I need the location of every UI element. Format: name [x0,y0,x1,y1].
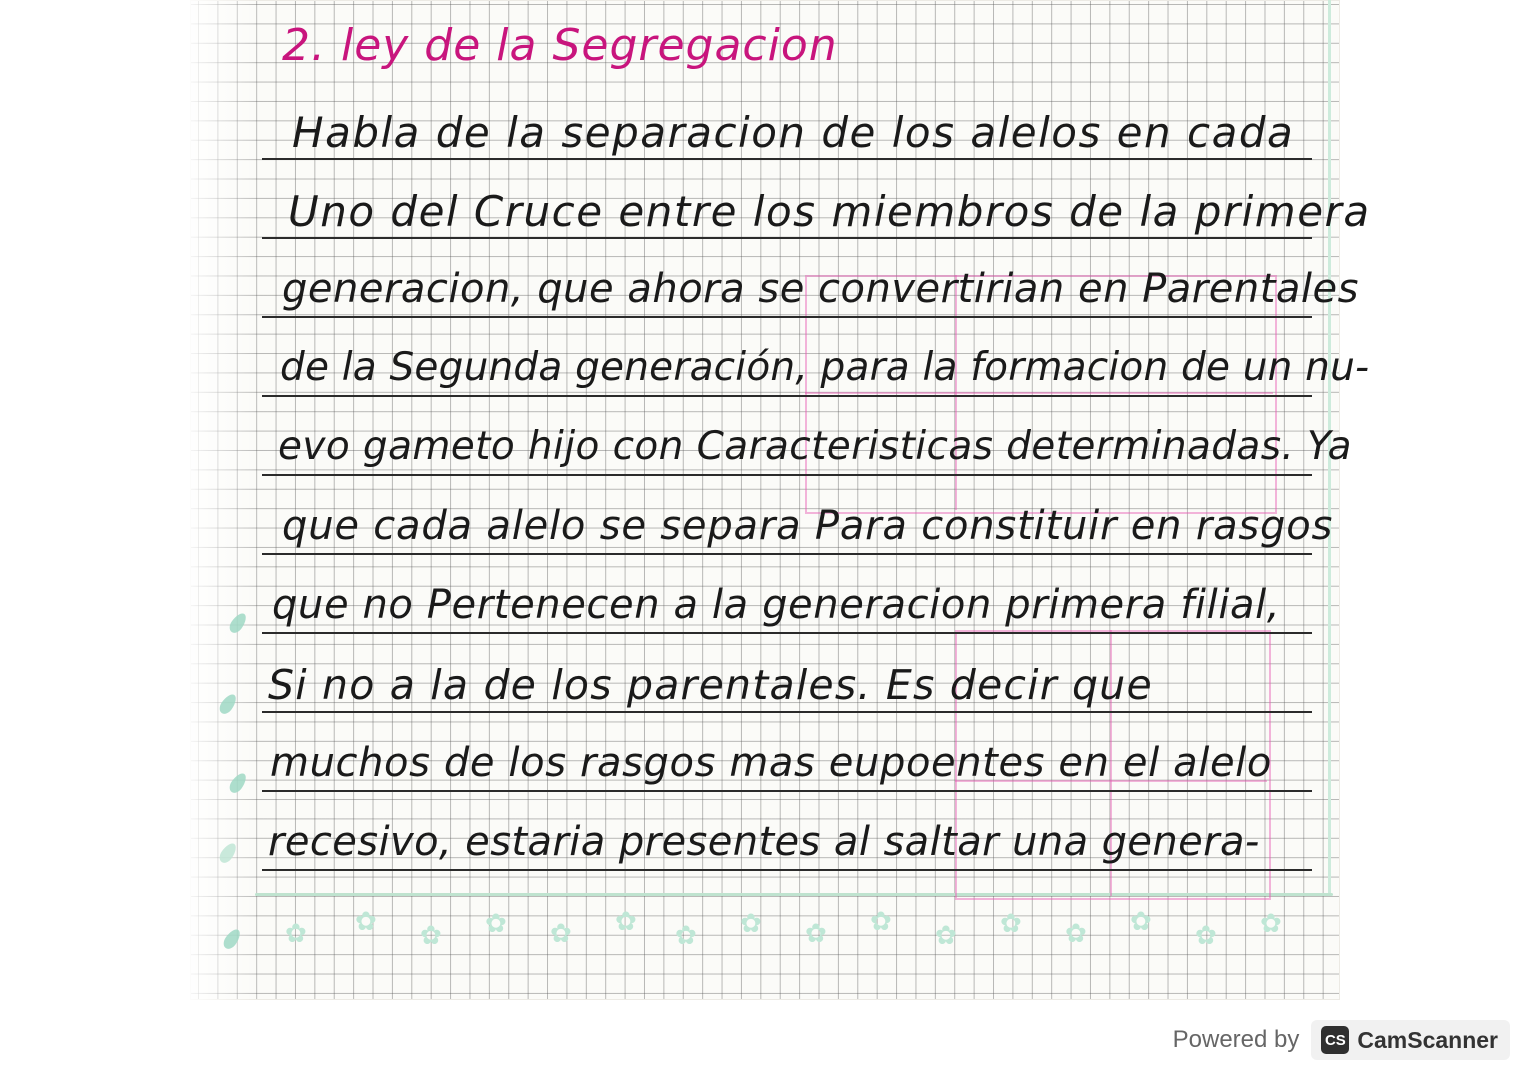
note-line-9: muchos de los rasgos mas eupoentes en el alelo [270,740,1272,786]
note-title: 2. ley de la Segregacion [282,20,838,71]
writing-rule [262,711,1312,713]
writing-rule [262,632,1312,634]
note-line-4: de la Segunda generación, para la formacion de un nu- [280,345,1370,390]
paw-icon: ✿ [1195,921,1217,951]
note-line-10: recesivo, estaria presentes al saltar una genera- [268,819,1260,865]
paw-icon: ✿ [485,909,507,939]
paw-icon: ✿ [285,919,307,949]
writing-rule [262,316,1312,318]
paw-icon: ✿ [740,909,762,939]
paw-icon: ✿ [355,907,377,937]
paw-icon: ✿ [615,907,637,937]
powered-by-label: Powered by [1172,1026,1300,1053]
note-line-3: generacion, que ahora se convertirian en Parentales [282,266,1359,312]
writing-rule [262,790,1312,792]
writing-rule [262,869,1312,871]
paw-icon: ✿ [1260,909,1282,939]
note-line-1: Habla de la separacion de los alelos en cada [292,108,1295,157]
note-line-7: que no Pertenecen a la generacion primera filial, [272,582,1281,628]
writing-rule [262,395,1312,397]
scanner-watermark [1173,1016,1510,1064]
paw-icon: ✿ [550,919,572,949]
paw-icon: ✿ [1000,909,1022,939]
paw-icon: ✿ [1130,907,1152,937]
writing-rule [262,474,1312,476]
camscanner-badge [1311,1020,1510,1060]
paw-icon: ✿ [675,921,697,951]
camscanner-brand-name: CamScanner [1357,1026,1498,1053]
writing-rule [262,158,1312,160]
paw-icon: ✿ [935,921,957,951]
paw-print-border [230,905,1335,965]
paw-icon: ✿ [870,907,892,937]
camscanner-logo-icon: CS [1321,1026,1349,1054]
note-line-8: Si no a la de los parentales. Es decir que [268,661,1153,709]
paw-icon: ✿ [1065,919,1087,949]
paw-icon: ✿ [805,919,827,949]
note-line-2: Uno del Cruce entre los miembros de la primera [288,187,1371,236]
bleed-through-box [805,392,1273,394]
note-line-6: que cada alelo se separa Para constituir en rasgos [282,503,1334,549]
writing-rule [262,553,1312,555]
note-line-5: evo gameto hijo con Caracteristicas determinadas. Ya [278,424,1352,469]
writing-rule [262,237,1312,239]
paw-icon: ✿ [420,921,442,951]
